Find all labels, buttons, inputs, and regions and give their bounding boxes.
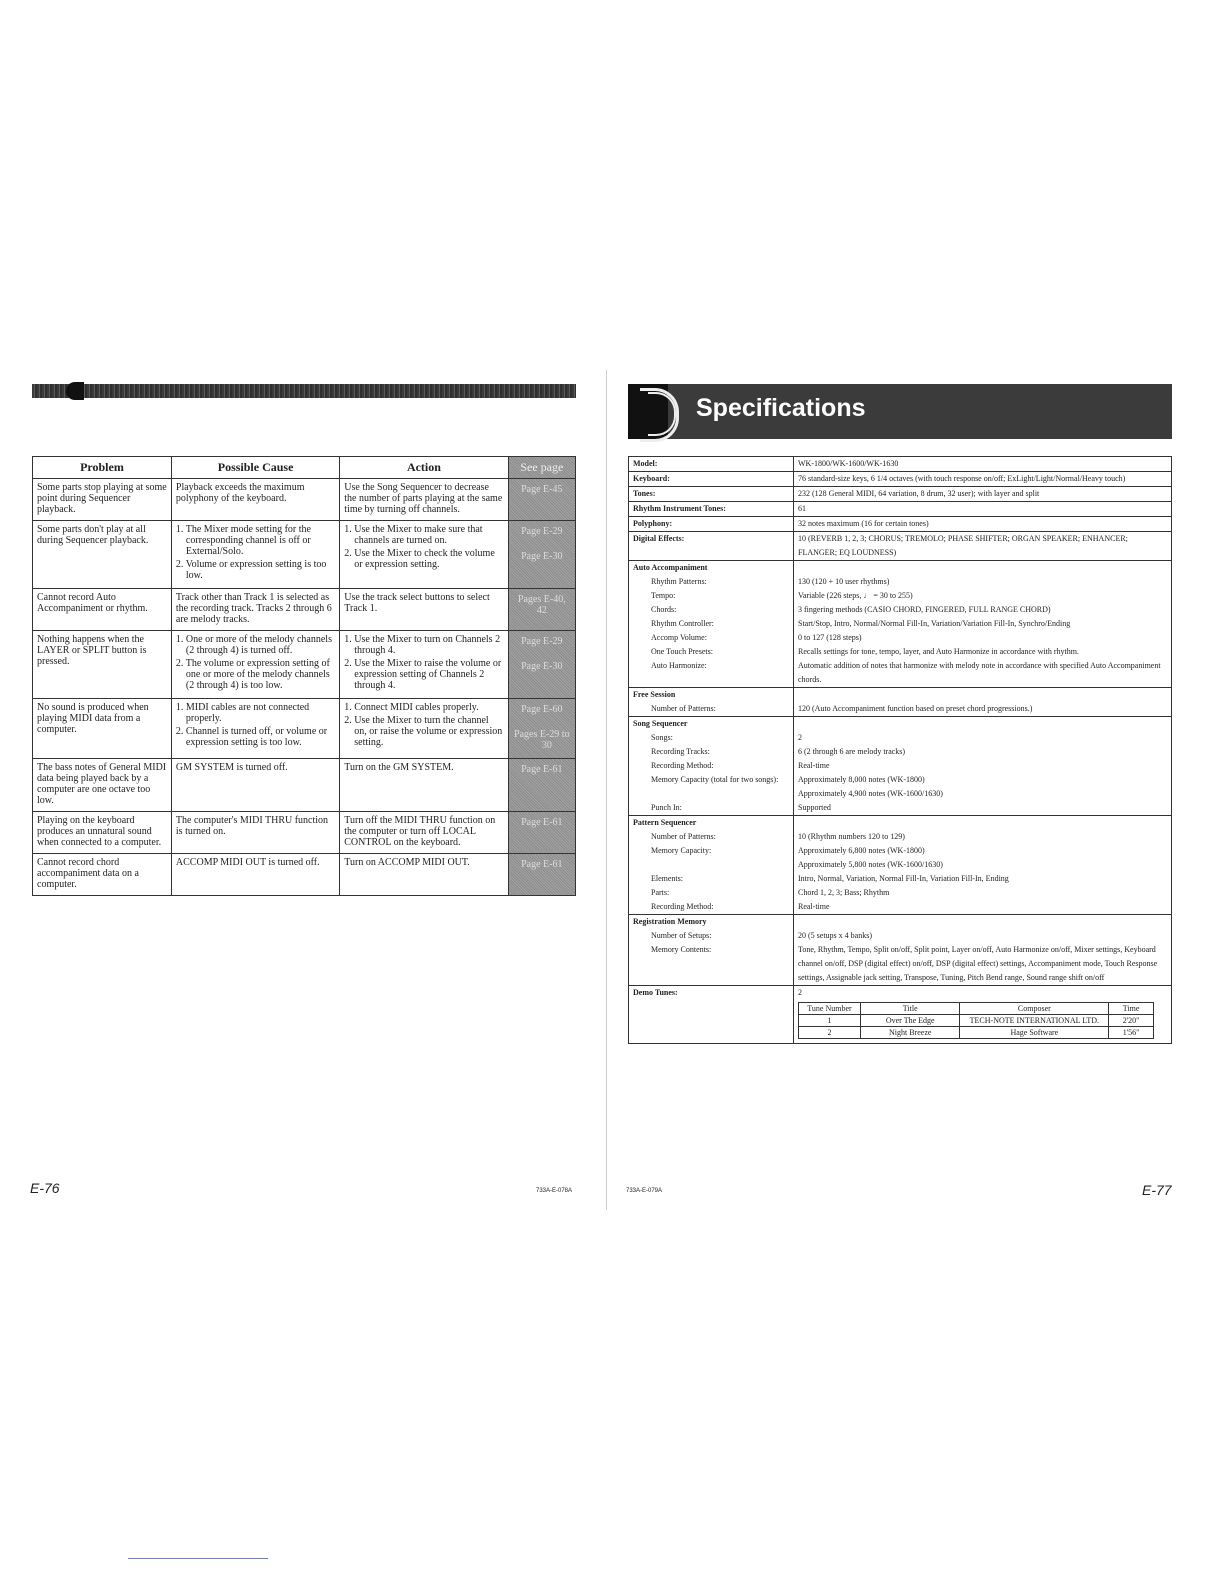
spec-label: Polyphony:	[629, 517, 794, 532]
spec-group	[629, 915, 1172, 986]
table-row	[799, 1015, 1154, 1027]
spec-label: Demo Tunes:	[629, 986, 794, 1044]
spec-value-line: 2	[798, 733, 802, 742]
see-page-cell-line: Pages E-40, 42	[517, 594, 566, 616]
table-row	[799, 1027, 1154, 1039]
spec-value-line: 20 (5 setups x 4 banks)	[798, 931, 872, 940]
cause-cell-line: Track other than Track 1 is selected as the recording track. Tracks 2 through 6 are melody tracks.	[175, 592, 332, 625]
action-cell	[340, 631, 508, 699]
spec-value-line: Approximately 4,900 notes (WK-1600/1630)	[798, 789, 943, 798]
spec-sub-label: Accomp Volume:	[651, 633, 707, 642]
spec-label: Model:	[629, 457, 794, 472]
left-page-number: E-76	[30, 1180, 60, 1196]
problem-cell: Cannot record chord accompaniment data on a computer.	[33, 854, 172, 896]
see-page-cell	[508, 479, 575, 521]
spec-label: Digital Effects:	[629, 532, 794, 561]
demo-cell: Hage Software	[960, 1027, 1109, 1039]
spec-value-line: Intro, Normal, Variation, Normal Fill-In, Variation Fill-In, Ending	[798, 874, 1009, 883]
problem-cell: The bass notes of General MIDI data being played back by a computer are one octave too low.	[33, 759, 172, 812]
demo-cell: Night Breeze	[860, 1027, 960, 1039]
demo-cell: TECH-NOTE INTERNATIONAL LTD.	[960, 1015, 1109, 1027]
cause-cell-line: 2. Volume or expression setting is too low.	[175, 559, 327, 581]
table-header-row	[33, 457, 576, 479]
spec-sub-label: One Touch Presets:	[651, 647, 713, 656]
cause-cell	[171, 479, 339, 521]
right-page-number: E-77	[1142, 1182, 1172, 1198]
action-cell-line: Use the track select buttons to select Track 1.	[344, 592, 490, 614]
action-cell-line: 2. Use the Mixer to raise the volume or expression setting of Channels 2 through 4.	[344, 658, 502, 691]
action-cell	[340, 699, 508, 759]
spec-value-line: 3 fingering methods (CASIO CHORD, FINGERED, FULL RANGE CHORD)	[798, 605, 1051, 614]
spec-value-line: Variable (226 steps, ♩ = 30 to 255)	[798, 591, 913, 600]
spec-sub-label: Memory Capacity:	[651, 846, 712, 855]
cause-cell	[171, 699, 339, 759]
action-cell-line: Turn on the GM SYSTEM.	[344, 762, 454, 773]
spec-group-labels	[629, 915, 794, 986]
spec-row	[629, 472, 1172, 487]
cause-cell-line: GM SYSTEM is turned off.	[175, 762, 288, 773]
cause-cell-line: 1. The Mixer mode setting for the corresponding channel is off or External/Solo.	[175, 524, 311, 557]
see-page-cell	[508, 589, 575, 631]
spacer	[633, 858, 789, 872]
spec-sub-label: Tempo:	[651, 591, 676, 600]
see-page-cell-line: Page E-30	[521, 661, 563, 672]
spec-sub-label: Number of Setups:	[651, 931, 712, 940]
action-cell	[340, 812, 508, 854]
spec-value-line: 0 to 127 (128 steps)	[798, 633, 862, 642]
action-cell-line: Turn on ACCOMP MIDI OUT.	[344, 857, 470, 868]
see-page-cell	[508, 631, 575, 699]
demo-header-cell: Title	[860, 1003, 960, 1015]
spec-group-labels	[629, 688, 794, 717]
action-cell	[340, 854, 508, 896]
table-row	[33, 699, 576, 759]
see-page-cell-line: Page E-61	[521, 764, 563, 775]
page-title: Specifications	[696, 394, 866, 422]
table-row	[33, 521, 576, 589]
cause-cell	[171, 589, 339, 631]
spec-value	[794, 487, 1172, 502]
see-page-cell	[508, 854, 575, 896]
spec-sub-label: Memory Capacity (total for two songs):	[651, 775, 779, 784]
spec-group	[629, 688, 1172, 717]
spec-value	[794, 502, 1172, 517]
problem-cell: Nothing happens when the LAYER or SPLIT button is pressed.	[33, 631, 172, 699]
see-page-cell-line: Page E-45	[521, 484, 563, 495]
header-see-page: See page	[508, 457, 575, 479]
spec-value-line: 10 (Rhythm numbers 120 to 129)	[798, 832, 905, 841]
spec-group-heading: Free Session	[633, 690, 676, 699]
spec-sub-label: Rhythm Patterns:	[651, 577, 707, 586]
see-page-cell-line: Pages E-29 to 30	[514, 729, 570, 751]
spec-value	[794, 457, 1172, 472]
spec-group-labels	[629, 717, 794, 816]
header-action: Action	[340, 457, 508, 479]
spec-value-line: Real-time	[798, 902, 830, 911]
action-cell	[340, 479, 508, 521]
cause-cell-line: 1. One or more of the melody channels (2 through 4) is turned off.	[175, 634, 332, 656]
left-header-mark	[66, 382, 84, 400]
spec-group-values	[794, 688, 1172, 717]
demo-cell: 2	[799, 1027, 861, 1039]
see-page-cell-line: Page E-60	[521, 704, 563, 715]
problem-cell: Some parts don't play at all during Sequencer playback.	[33, 521, 172, 589]
spec-value-line: 2	[798, 988, 802, 997]
spec-value-line: Tone, Rhythm, Tempo, Split on/off, Split point, Layer on/off, Auto Harmonize on/off, Mixer settings, Keyboard channel on/off, DSP (digital effect) on/off, DSP (digital effect) settings, Accompaniment mode, Touch Response settings, Assignable jack setting, Transpose, Tuning, Pitch Bend range, Sound range shift on/off	[798, 945, 1158, 982]
spec-sub-label: Rhythm Controller:	[651, 619, 714, 628]
problem-cell: Some parts stop playing at some point during Sequencer playback.	[33, 479, 172, 521]
spec-group	[629, 717, 1172, 816]
spec-value-line: Supported	[798, 803, 831, 812]
spec-value	[794, 986, 1172, 1044]
header-problem: Problem	[33, 457, 172, 479]
spec-value-line: 32 notes maximum (16 for certain tones)	[798, 519, 929, 528]
spec-group	[629, 561, 1172, 688]
spec-value-line: 130 (120 + 10 user rhythms)	[798, 577, 890, 586]
spec-group-labels	[629, 816, 794, 915]
spec-group-values	[794, 717, 1172, 816]
demo-header-cell: Time	[1109, 1003, 1154, 1015]
cause-cell	[171, 759, 339, 812]
cause-cell-line: The computer's MIDI THRU function is turned on.	[175, 815, 329, 837]
spec-row	[629, 457, 1172, 472]
spec-row	[629, 517, 1172, 532]
table-row	[33, 589, 576, 631]
troubleshooting-table	[32, 456, 576, 896]
spec-value-line: 120 (Auto Accompaniment function based on preset chord progressions.)	[798, 704, 1033, 713]
problem-cell: Playing on the keyboard produces an unnatural sound when connected to a computer.	[33, 812, 172, 854]
spec-row-demo	[629, 986, 1172, 1044]
spec-row	[629, 502, 1172, 517]
spec-sub-label: Memory Contents:	[651, 945, 712, 954]
see-page-cell-line: Page E-61	[521, 817, 563, 828]
spec-sub-label: Parts:	[651, 888, 670, 897]
spacer	[633, 787, 789, 801]
spec-value	[794, 532, 1172, 561]
table-row	[33, 812, 576, 854]
link-underline	[128, 1558, 268, 1559]
spec-sub-label: Chords:	[651, 605, 677, 614]
cause-cell-line: 2. The volume or expression setting of one or more of the melody channels (2 through 4) is too low.	[175, 658, 330, 691]
spec-table	[628, 456, 1172, 1044]
spec-group	[629, 816, 1172, 915]
spacer	[798, 717, 1167, 731]
demo-cell: Over The Edge	[860, 1015, 960, 1027]
action-cell	[340, 759, 508, 812]
spec-group-heading: Registration Memory	[633, 917, 707, 926]
see-page-cell	[508, 521, 575, 589]
see-page-cell	[508, 812, 575, 854]
action-cell-line: 2. Use the Mixer to turn the channel on, or raise the volume or expression setting.	[344, 715, 503, 748]
table-row	[33, 631, 576, 699]
demo-tunes-table	[798, 1002, 1154, 1039]
see-page-cell-line: Page E-30	[521, 551, 563, 562]
spacer	[798, 915, 1167, 929]
spec-value-line: Recalls settings for tone, tempo, layer, and Auto Harmonize in accordance with rhythm.	[798, 647, 1079, 656]
cause-cell-line: Playback exceeds the maximum polyphony of the keyboard.	[175, 482, 305, 504]
spec-row	[629, 532, 1172, 561]
spec-group-values	[794, 915, 1172, 986]
spec-row	[629, 487, 1172, 502]
spec-sub-label: Songs:	[651, 733, 673, 742]
spacer	[798, 561, 1167, 575]
spacer	[798, 688, 1167, 702]
action-cell-line: 1. Use the Mixer to make sure that channels are turned on.	[344, 524, 483, 546]
cause-cell	[171, 631, 339, 699]
spec-group-values	[794, 561, 1172, 688]
action-cell-line: Turn off the MIDI THRU function on the computer or turn off LOCAL CONTROL on the keyboard.	[344, 815, 496, 848]
cause-cell	[171, 521, 339, 589]
spec-sub-label: Number of Patterns:	[651, 704, 716, 713]
spec-value-line: Approximately 5,800 notes (WK-1600/1630)	[798, 860, 943, 869]
spec-value	[794, 517, 1172, 532]
see-page-cell	[508, 759, 575, 812]
demo-header-cell: Tune Number	[799, 1003, 861, 1015]
see-page-cell-line: Page E-29	[521, 636, 563, 647]
action-cell	[340, 589, 508, 631]
spec-label: Keyboard:	[629, 472, 794, 487]
spec-group-heading: Auto Accompaniment	[633, 563, 708, 572]
right-page-code: 733A-E-079A	[626, 1188, 663, 1194]
table-row	[799, 1003, 1154, 1015]
table-row	[33, 854, 576, 896]
spec-group-heading: Pattern Sequencer	[633, 818, 697, 827]
spacer	[798, 816, 1167, 830]
spec-value-line: Approximately 8,000 notes (WK-1800)	[798, 775, 925, 784]
see-page-cell	[508, 699, 575, 759]
action-cell-line: 1. Use the Mixer to turn on Channels 2 through 4.	[344, 634, 501, 656]
spec-label: Rhythm Instrument Tones:	[629, 502, 794, 517]
cause-cell	[171, 854, 339, 896]
cause-cell	[171, 812, 339, 854]
demo-cell: 1'56"	[1109, 1027, 1154, 1039]
table-row	[33, 759, 576, 812]
spec-value-line: Approximately 6,800 notes (WK-1800)	[798, 846, 925, 855]
spec-sub-label: Recording Tracks:	[651, 747, 710, 756]
demo-cell: 1	[799, 1015, 861, 1027]
demo-header-cell: Composer	[960, 1003, 1109, 1015]
spec-value-line: Automatic addition of notes that harmonize with melody note in accordance with specified Auto Accompaniment chords.	[798, 661, 1161, 684]
spec-sub-label: Auto Harmonize:	[651, 661, 707, 670]
spec-value	[794, 472, 1172, 487]
demo-cell: 2'20"	[1109, 1015, 1154, 1027]
page-divider	[606, 370, 607, 1210]
spec-sub-label: Recording Method:	[651, 761, 714, 770]
spec-value-line: 232 (128 General MIDI, 64 variation, 8 drum, 32 user); with layer and split	[798, 489, 1040, 498]
spec-sub-label: Punch In:	[651, 803, 682, 812]
problem-cell: No sound is produced when playing MIDI data from a computer.	[33, 699, 172, 759]
left-header-bar	[32, 384, 576, 398]
see-page-cell-line: Page E-29	[521, 526, 563, 537]
action-cell	[340, 521, 508, 589]
spec-label: Tones:	[629, 487, 794, 502]
spec-value-line: Chord 1, 2, 3; Bass; Rhythm	[798, 888, 890, 897]
spec-sub-label: Recording Method:	[651, 902, 714, 911]
spec-group-labels	[629, 561, 794, 688]
spec-group-values	[794, 816, 1172, 915]
action-cell-line: 2. Use the Mixer to check the volume or expression setting.	[344, 548, 495, 570]
spec-value-line: Real-time	[798, 761, 830, 770]
action-cell-line: 1. Connect MIDI cables properly.	[344, 702, 479, 713]
cause-cell-line: 2. Channel is turned off, or volume or expression setting is too low.	[175, 726, 328, 748]
spec-value-line: 61	[798, 504, 806, 513]
spec-value-line: Start/Stop, Intro, Normal/Normal Fill-In, Variation/Variation Fill-In, Synchro/Ending	[798, 619, 1071, 628]
header-cause: Possible Cause	[171, 457, 339, 479]
spec-value-line: 10 (REVERB 1, 2, 3; CHORUS; TREMOLO; PHASE SHIFTER; ORGAN SPEAKER; ENHANCER; FLANGER; EQ LOUDNESS)	[798, 534, 1128, 557]
see-page-cell-line: Page E-61	[521, 859, 563, 870]
cause-cell-line: ACCOMP MIDI OUT is turned off.	[175, 857, 320, 868]
spec-group-heading: Song Sequencer	[633, 719, 688, 728]
left-page-code: 733A-E-078A	[536, 1188, 573, 1194]
spec-value-line: WK-1800/WK-1600/WK-1630	[798, 459, 899, 468]
cause-cell-line: 1. MIDI cables are not connected properly.	[175, 702, 310, 724]
table-row	[33, 479, 576, 521]
problem-cell: Cannot record Auto Accompaniment or rhythm.	[33, 589, 172, 631]
action-cell-line: Use the Song Sequencer to decrease the number of parts playing at the same time by turning off channels.	[344, 482, 503, 515]
spec-value-line: 76 standard-size keys, 6 1/4 octaves (with touch response on/off; ExLight/Light/Normal/Heavy touch)	[798, 474, 1126, 483]
spec-sub-label: Elements:	[651, 874, 683, 883]
spec-value-line: 6 (2 through 6 are melody tracks)	[798, 747, 906, 756]
spec-sub-label: Number of Patterns:	[651, 832, 716, 841]
